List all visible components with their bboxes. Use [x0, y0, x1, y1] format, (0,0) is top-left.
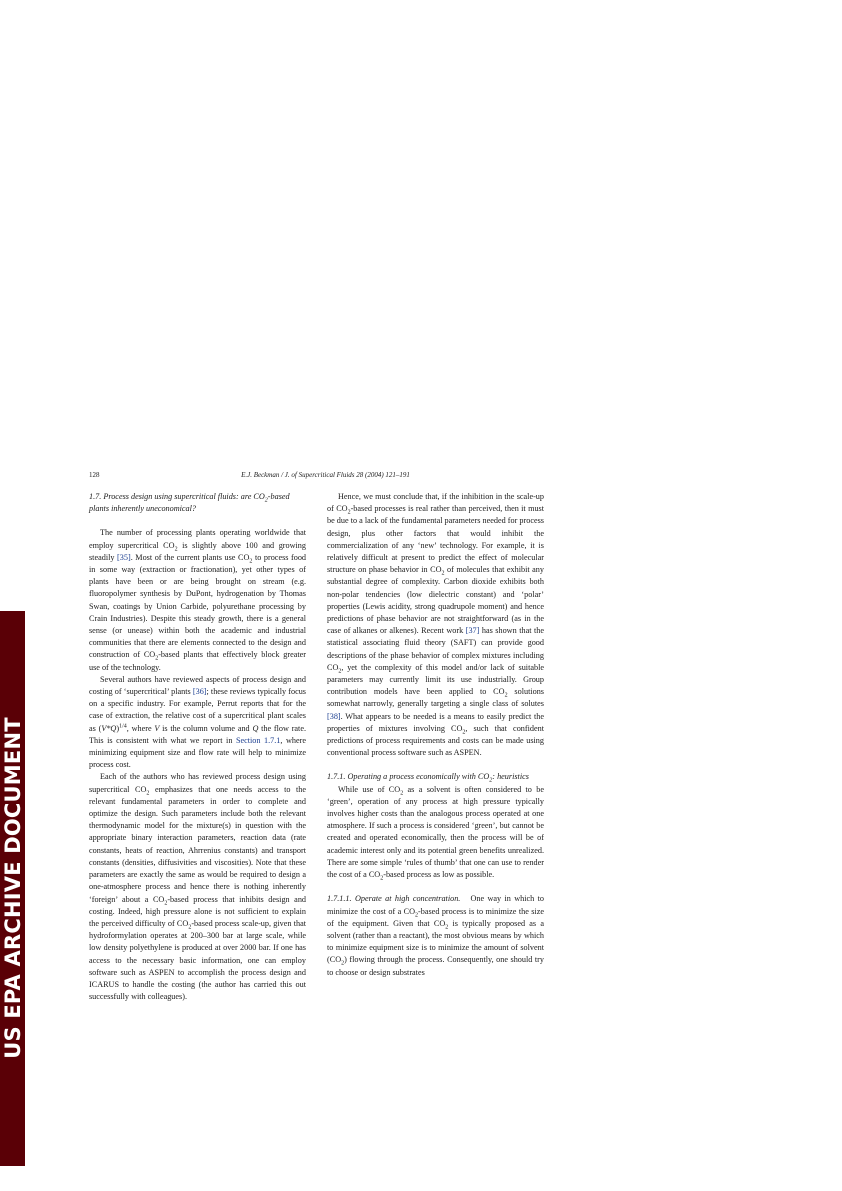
paragraph-plants-worldwide: The number of processing plants operating worldwide that employ supercritical $CO_2$ is slightly above 100 and growing steadily [35]. Most of the current plants use $CO_2$ to process food in some way (extraction or fractionation), yet other types of plants have been or are being brought on stream (e.g. fluoropolymer synthesis by DuPont, hydrogenation by Thomas Swan, coatings by Union Carbide, polyurethane processing by Crain Industries). Despite this steady growth, there is a general sense (or unease) within both the academic and industrial communities that there are elements connected to the design and construction of $CO_2$-based plants that effectively block greater use of the technology.: [89, 528, 307, 672]
left-column: [89, 491, 306, 1003]
citation-link[interactable]: [35]: [117, 552, 131, 562]
section-heading-1-7: 1.7. Process design using supercritical fluids: are $CO_2$-based plants inherently uneconomical?: [89, 492, 290, 514]
page-number: 128: [89, 471, 100, 479]
paragraph-fundamental-parameters: Each of the authors who has reviewed process design using supercritical $CO_2$ emphasizes that one needs access to the relevant fundamental parameters in order to complete and optimize the design. Such parameters include both the relevant thermodynamic model for the mixture(s) in question with the appropriate binary interaction parameters, reaction data (rate constants, heats of reaction, Ahrrenius constants) and transport constants (densities, diffusivities and viscosities). Note that these parameters are exactly the same as would be required to design a one-atmosphere process and hence there is nothing inherently ‘foreign’ about a $CO_2$-based process that inhibits design and costing. Indeed, high pressure alone is not sufficient to explain the perceived difficulty of $CO_2$-based process scale-up, given that hydroformylation operates at 200–300 bar at large scale, while low density polyethylene is produced at over 2000 bar. If one has access to the necessary basic information, one can employ software such as ASPEN to accomplish the process design and ICARUS to handle the costing (the author has carried this out successfully with colleagues).: [89, 772, 307, 1002]
paragraph-high-concentration: 1.7.1.1. Operate at high concentration. One way in which to minimize the cost of a $CO_2$-based process is to minimize the size of the equipment. Given that $CO_2$ is typically proposed as a solvent (rather than a reactant), the most obvious means by which to minimize equipment size is to minimize the amount of solvent $(CO_2)$ flowing through the process. Consequently, one should try to choose or design substrates: [327, 894, 544, 977]
citation-link[interactable]: [38]: [327, 711, 341, 721]
citation-link[interactable]: [36]: [192, 687, 207, 697]
running-head: [89, 471, 544, 483]
paragraph-scale-up-inhibition: Hence, we must conclude that, if the inhibition in the scale-up of $CO_2$-based processes is real rather than perceived, then it must be due to a lack of the fundamental parameters needed for process design, plus other factors that would inhibit the commercialization of any ‘new’ technology. For example, it is relatively difficult at present to predict the effect of molecular structure on phase behavior in $CO_2$ of molecules that exhibit any substantial degree of complexity. Carbon dioxide exhibits both non-polar tendencies (low dielectric constant) and ‘polar’ properties (Lewis acidity, strong quadrupole moment) and hence predictions of phase behavior are not straightforward (as in the case of alkanes or alkenes). Recent work [37] has shown that the statistical associating fluid theory (SAFT) can provide good descriptions of the phase behavior of complex mixtures including $CO_2$, yet the complexity of this model and/or lack of suitable parameters may currently limit its use industrially. Group contribution models have been applied to $CO_2$ solutions somewhat narrowly, generally targeting a single class of solutes [38]. What appears to be needed is a means to easily predict the properties of mixtures involving $CO_2$, such that confident predictions of process requirements and costs can be made using conventional process software such as ASPEN.: [327, 492, 545, 758]
paragraph-heuristics: While use of $CO_2$ as a solvent is often considered to be ‘green’, operation of any process at high pressure typically involves higher costs than the analogous process operated at one atmosphere. If such a process is considered ‘green’, but cannot be created and operated economically, then the process will be of academic interest only and its potential green benefits unrealized. There are some simple ‘rules of thumb’ that one can use to render the cost of a $CO_2$-based process as low as possible.: [327, 784, 544, 882]
paragraph-reviews: Several authors have reviewed aspects of process design and costing of ‘supercritical’ plants [36]; these reviews typically focus on a specific industry. For example, Perrut reports that for the case of extraction, the relative cost of a supercritical plant scales as $(V*Q)^{1/4}$, where V is the column volume and Q the flow rate. This is consistent with what we report in Section 1.7.1, where minimizing equipment size and flow rate will help to minimize process cost.: [89, 674, 307, 770]
right-column: [327, 491, 544, 979]
archive-banner: [0, 611, 25, 1166]
section-link[interactable]: Section 1.7.1: [235, 735, 281, 745]
archive-banner-text: US EPA ARCHIVE DOCUMENT: [0, 717, 25, 1059]
journal-citation: E.J. Beckman / J. of Supercritical Fluids 28 (2004) 121–191: [241, 471, 410, 479]
section-heading-1-7-1-1: 1.7.1.1. Operate at high concentration.: [327, 894, 461, 904]
section-heading-1-7-1: 1.7.1. Operating a process economically with $CO_2$: heuristics: [327, 772, 529, 785]
citation-link[interactable]: [37]: [465, 626, 480, 636]
